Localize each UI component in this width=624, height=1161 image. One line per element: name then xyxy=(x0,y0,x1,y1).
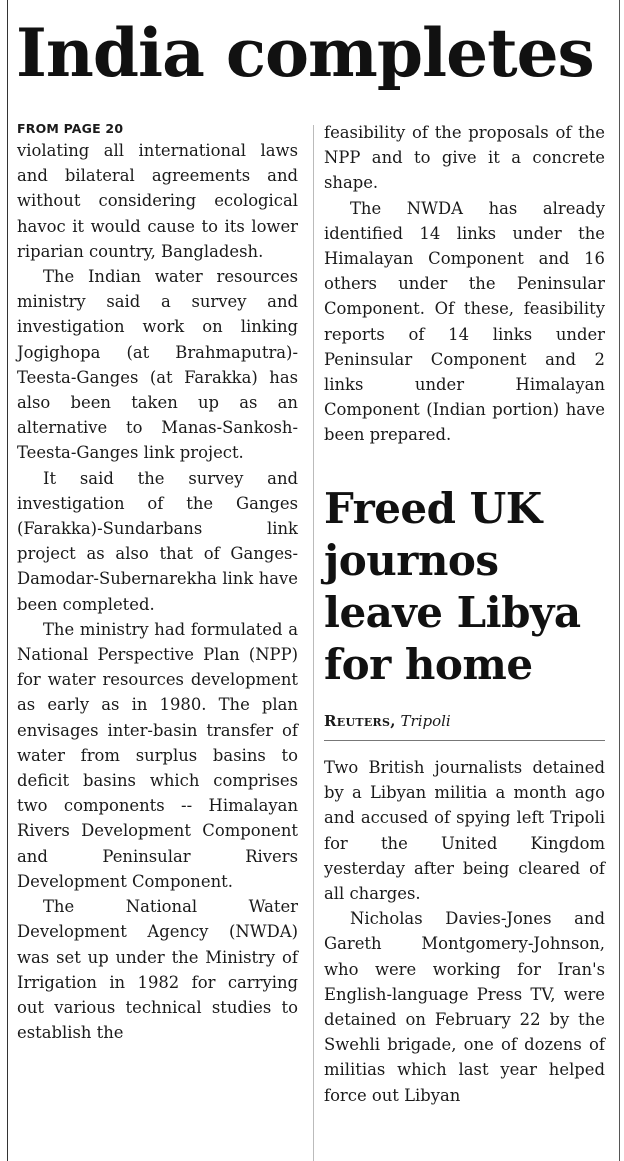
story1-paragraph: violating all international laws and bilateral agreements and without considering ecological havoc it would cause to its lower riparian country, Bangladesh. xyxy=(17,141,298,261)
story2-byline xyxy=(324,710,605,741)
right-column-rule xyxy=(619,0,620,1161)
story1-paragraph: It said the survey and investigation of the Ganges (Farakka)-Sundarbans link project as also that of Ganges-Damodar-Subernarekha link have been completed. xyxy=(17,468,298,614)
story1-continued-paragraph: The NWDA has already identified 14 links under the Himalayan Component and 16 others under the Peninsular Component. Of these, feasibility reports of 14 links under Peninsular Component and 2 links under Himalayan Component (Indian portion) have been prepared. xyxy=(324,198,605,445)
story1-paragraph: The National Water Development Agency (NWDA) was set up under the Ministry of Irrigation in 1982 for carrying out various technical studies to establish the xyxy=(17,897,298,1043)
main-headline: India completes xyxy=(16,14,594,92)
byline-agency: Reuters, xyxy=(324,712,396,730)
story2-body xyxy=(324,755,605,1108)
left-column-rule xyxy=(7,0,8,1161)
story1-paragraph: The ministry had formulated a National Perspective Plan (NPP) for water resources development as early as in 1980. The plan envisages inter-basin transfer of water from surplus basins to deficit basins which comprises two components -- Himalayan Rivers Development Component and Peninsular Rivers Development Component. xyxy=(17,619,298,891)
story1-paragraph: The Indian water resources ministry said a survey and investigation work on linking Jogighopa (at Brahmaputra)-Teesta-Ganges (at Farakka) has also been taken up as an alternative to Manas-Sankosh-Teesta-Ganges link project. xyxy=(17,267,298,463)
story1-right-column xyxy=(324,120,605,448)
center-column-rule xyxy=(313,125,314,1161)
story2-headline: Freed UK journos leave Libya for home xyxy=(324,484,581,689)
story1-left-column xyxy=(17,120,298,1045)
story2-paragraph: Two British journalists detained by a Libyan militia a month ago and accused of spying left Tripoli for the United Kingdom yesterday after being cleared of all charges. xyxy=(324,758,605,904)
story2-paragraph: Nicholas Davies-Jones and Gareth Montgomery-Johnson, who were working for Iran's English-language Press TV, were detained on February 22 by the Swehli brigade, one of dozens of militias which last year helped force out Libyan xyxy=(324,909,605,1105)
jump-label: FROM PAGE 20 xyxy=(17,121,124,136)
story1-continued-paragraph: feasibility of the proposals of the NPP and to give it a concrete shape. xyxy=(324,123,605,193)
byline-dateline: Tripoli xyxy=(400,712,451,730)
